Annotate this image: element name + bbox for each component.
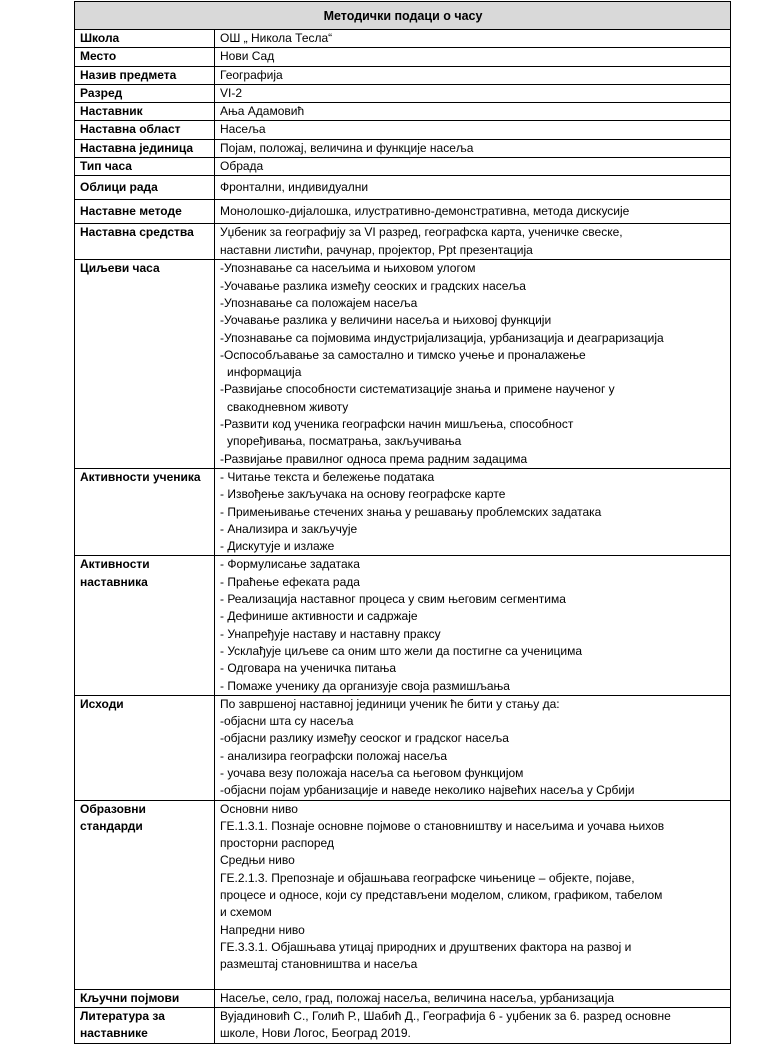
row-label: Наставна средства <box>75 224 215 260</box>
row-label: Назив предмета <box>75 66 215 84</box>
value-line: простoрни распоред <box>220 836 334 851</box>
value-line: - Помаже ученику да организује своја размишљања <box>220 678 510 693</box>
value-line: -Упознавање са појмовима индустријализација, урбанизација и деаграризација <box>220 330 664 345</box>
value-line: Насеља <box>220 122 266 137</box>
value-line: Географија <box>220 67 283 82</box>
table-row <box>75 224 731 260</box>
row-label: Наставна јединица <box>75 139 215 157</box>
table-row <box>75 121 731 139</box>
value-line: Појам, положај, величина и функције насеља <box>220 140 474 155</box>
table-row <box>75 158 731 176</box>
row-label: Наставник <box>75 103 215 121</box>
value-line: Средњи ниво <box>220 853 295 868</box>
row-value <box>215 121 731 139</box>
table-row <box>75 139 731 157</box>
value-line: -Развијање способности систематизације знања и примене наученог у <box>220 382 615 397</box>
value-line: ГЕ.2.1.3. Препознаје и објашњава географске чињенице – објекте, појаве, <box>220 870 635 885</box>
value-line: Ања Адамовић <box>220 104 305 119</box>
row-label: Тип часа <box>75 158 215 176</box>
row-value <box>215 556 731 695</box>
row-value <box>215 260 731 469</box>
value-line: Уџбеник за географију за VI разред, географска карта, ученичке свеске, <box>220 225 623 240</box>
row-label: Место <box>75 48 215 66</box>
row-label: Активности ученика <box>75 468 215 555</box>
value-line: информација <box>227 365 302 380</box>
value-line: наставни листићи, рачунар, пројектор, Ppt презентација <box>220 242 533 257</box>
value-line: - анализира географски положај насеља <box>220 748 448 763</box>
row-label: Школа <box>75 30 215 48</box>
value-line: - Унапређује наставу и наставну праксу <box>220 626 441 641</box>
value-line: процесе и односе, који су представљени моделом, сликом, графиком, табелом <box>220 888 663 903</box>
row-value <box>215 176 731 200</box>
row-label: Образовни стандарди <box>75 800 215 989</box>
table-row <box>75 103 731 121</box>
row-value <box>215 84 731 102</box>
value-line: - Извођење закључака на основу географске карте <box>220 487 506 502</box>
row-label: Наставна област <box>75 121 215 139</box>
row-value <box>215 1007 731 1043</box>
value-line: -Развијање правилног односа према радним задацима <box>220 451 528 466</box>
value-line: - Реализација наставног процеса у свим његовим сегментима <box>220 592 566 607</box>
table-row <box>75 1007 731 1043</box>
row-value <box>215 695 731 800</box>
table-row <box>75 200 731 224</box>
value-line: свакодневном животу <box>227 399 349 414</box>
value-line: упоређивања, посматрања, закључивања <box>227 434 462 449</box>
table-row <box>75 30 731 48</box>
table-row <box>75 66 731 84</box>
row-label: Циљеви часа <box>75 260 215 469</box>
row-label: Литература за наставнике <box>75 1007 215 1043</box>
value-line: - Примењивање стечених знања у решавању проблемских задатака <box>220 504 602 519</box>
row-value <box>215 66 731 84</box>
value-line: VI-2 <box>220 85 243 100</box>
value-line: и схемом <box>220 905 272 920</box>
table-row <box>75 48 731 66</box>
value-line: - Одговара на ученичка питања <box>220 661 397 676</box>
value-line: -Оспособљавање за самостално и тимско учење и проналажење <box>220 347 586 362</box>
table-title: Методички подаци о часу <box>75 2 731 30</box>
row-label: Активности наставника <box>75 556 215 695</box>
row-value <box>215 989 731 1007</box>
table-row <box>75 989 731 1007</box>
value-line: Обрада <box>220 159 264 174</box>
row-value <box>215 30 731 48</box>
value-line: -објасни разлику између сеоског и градског насеља <box>220 731 509 746</box>
row-value <box>215 800 731 989</box>
value-line: Основни ниво <box>220 801 298 816</box>
value-line: Вујадиновић С., Голић Р., Шабић Д., Географија 6 - уџбеник за 6. разред основне <box>220 1008 671 1023</box>
table-row <box>75 695 731 800</box>
table-row <box>75 556 731 695</box>
row-value <box>215 200 731 224</box>
value-line: - Анализира и закључује <box>220 521 358 536</box>
value-line: ОШ „ Никола Тесла“ <box>220 31 333 45</box>
row-label: Разред <box>75 84 215 102</box>
row-value <box>215 48 731 66</box>
value-line: -Уочавање разлика између сеоских и градских насеља <box>220 278 526 293</box>
row-value <box>215 139 731 157</box>
table-row <box>75 176 731 200</box>
row-label: Кључни појмови <box>75 989 215 1007</box>
value-line: -Упознавање са насељима и њиховом улогом <box>220 261 476 276</box>
value-line: -Упознавање са положајем насеља <box>220 295 418 310</box>
value-line: - уочава везу положаја насеља са његовом функцијом <box>220 765 524 780</box>
table-row <box>75 260 731 469</box>
row-value <box>215 468 731 555</box>
value-line: -Развити код ученика географски начин мишљења, способност <box>220 417 574 432</box>
lesson-data-table <box>74 1 731 1044</box>
value-line: ГЕ.1.3.1. Познаје основне појмове о становништву и насељима и уочава њихов <box>220 818 665 833</box>
row-label: Исходи <box>75 695 215 800</box>
row-label: Наставне методе <box>75 200 215 224</box>
value-line: ГЕ.3.3.1. Објашњава утицај природних и друштвених фактора на развој и <box>220 939 632 954</box>
table-row <box>75 468 731 555</box>
row-label: Облици рада <box>75 176 215 200</box>
value-line: Напредни ниво <box>220 922 305 937</box>
value-line: -Уочавање разлика у величини насеља и њиховој функцији <box>220 313 552 328</box>
value-line: - Усклађује циљеве са оним што жели да постигне са ученицима <box>220 643 583 658</box>
value-line: - Формулисање задатака <box>220 557 360 572</box>
value-line: - Праћење ефеката рада <box>220 574 360 589</box>
value-line: - Читање текста и бележење података <box>220 469 435 484</box>
value-line: По завршеној наставној јединици ученик ће бити у стању да: <box>220 696 560 711</box>
table-header-row <box>75 2 731 30</box>
table-row <box>75 84 731 102</box>
value-line: Насеље, село, град, положај насеља, величина насеља, урбанизација <box>220 990 615 1005</box>
row-value <box>215 103 731 121</box>
value-line: -објасни шта су насеља <box>220 714 354 729</box>
value-line: размештај становништва и насеља <box>220 957 418 972</box>
value-line: Фронтални, индивидуални <box>220 180 369 195</box>
table-row <box>75 800 731 989</box>
value-line: -објасни појам урбанизације и наведе неколико највећих насеља у Србији <box>220 783 635 798</box>
value-line: - Дефинише активности и садржаје <box>220 609 418 624</box>
row-value <box>215 224 731 260</box>
value-line: Монолошко-дијалошка, илустративно-демонстративна, метода дискусије <box>220 204 630 219</box>
value-line: школе, Нови Логос, Београд 2019. <box>220 1026 411 1041</box>
row-value <box>215 158 731 176</box>
value-line: Нови Сад <box>220 49 275 64</box>
value-line: - Дискутује и излаже <box>220 539 335 554</box>
